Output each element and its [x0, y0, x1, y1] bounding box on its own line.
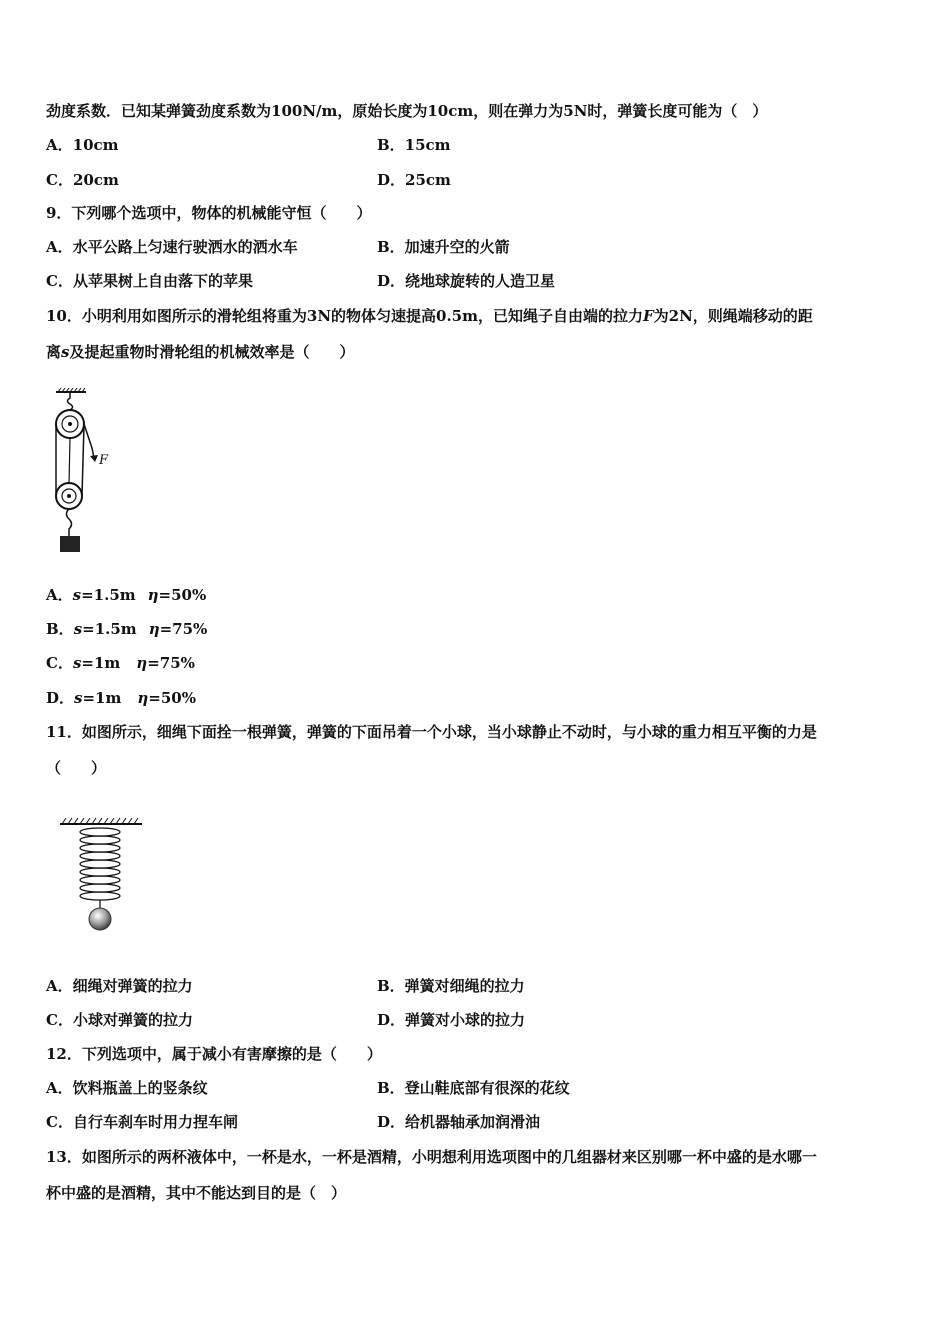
q10-stem-text: 10．小明利用如图所示的滑轮组将重为3N的物体匀速提高0.5m，已知绳子自由端的拉力 [46, 307, 643, 325]
q12-option-d: D．给机器轴承加润滑油 [377, 1113, 541, 1131]
q10-stem-line1 [46, 306, 813, 326]
s-value: =1.5m [82, 620, 137, 638]
q12-stem: 12．下列选项中，属于减小有害摩擦的是（ ） [46, 1045, 382, 1063]
q10-stem-text: 为2N，则绳端移动的距 [653, 307, 813, 325]
q10-option-c [46, 653, 195, 673]
weight-block [60, 536, 80, 552]
s-value: =1m [81, 654, 121, 672]
q9-stem: 9．下列哪个选项中，物体的机械能守恒（ ） [46, 204, 372, 222]
q8-option-d: D．25cm [377, 171, 451, 189]
option-letter: D． [46, 689, 75, 707]
q11-option-a: A．细绳对弹簧的拉力 [46, 977, 193, 995]
force-label: F [99, 453, 109, 468]
q10-force-variable: F [643, 307, 654, 325]
eta-value: =50% [158, 586, 207, 604]
q11-option-d: D．弹簧对小球的拉力 [377, 1011, 526, 1029]
q9-option-a: A．水平公路上匀速行驶洒水的洒水车 [46, 238, 298, 256]
q10-stem-text: 及提起重物时滑轮组的机械效率是（ ） [69, 343, 355, 361]
eta-value: =50% [148, 689, 196, 707]
q11-stem-line2: （ ） [46, 759, 107, 777]
q12-option-b: B．登山鞋底部有很深的花纹 [377, 1079, 570, 1097]
eta-variable: η [147, 586, 159, 604]
eta-variable: η [136, 654, 148, 672]
q10-option-d [46, 688, 196, 708]
s-variable: s [72, 654, 82, 672]
eta-variable: η [148, 620, 160, 638]
q8-option-a: A．10cm [46, 136, 119, 154]
s-value: =1m [82, 689, 122, 707]
s-value: =1.5m [81, 586, 136, 604]
q10-distance-variable: s [61, 343, 70, 361]
q13-stem-line1: 13．如图所示的两杯液体中，一杯是水，一杯是酒精，小明想利用选项图中的几组器材来区别哪一杯中盛的是水哪一 [46, 1148, 817, 1166]
q8-stem: 劲度系数．已知某弹簧劲度系数为100N/m，原始长度为10cm，则在弹力为5N时，弹簧长度可能为（ ） [46, 102, 768, 120]
pulley-system-figure [48, 388, 128, 560]
q9-option-c: C．从苹果树上自由落下的苹果 [46, 272, 253, 290]
q10-stem-line2 [46, 342, 354, 362]
option-letter: B． [46, 620, 74, 638]
q12-option-a: A．饮料瓶盖上的竖条纹 [46, 1079, 208, 1097]
q11-option-c: C．小球对弹簧的拉力 [46, 1011, 193, 1029]
s-variable: s [72, 586, 82, 604]
q10-option-b [46, 619, 207, 639]
s-variable: s [73, 620, 83, 638]
q10-stem-text: 离 [46, 343, 62, 361]
eta-variable: η [137, 689, 149, 707]
q9-option-b: B．加速升空的火箭 [377, 238, 510, 256]
q8-option-b: B．15cm [377, 136, 451, 154]
option-letter: A． [46, 586, 73, 604]
q12-option-c: C．自行车刹车时用力捏车闸 [46, 1113, 238, 1131]
q11-stem-line1: 11．如图所示，细绳下面拴一根弹簧，弹簧的下面吊着一个小球，当小球静止不动时，与小球的重力相互平衡的力是 [46, 723, 817, 741]
s-variable: s [74, 689, 83, 707]
q9-option-d: D．绕地球旋转的人造卫星 [377, 272, 556, 290]
spring-ball-figure [56, 814, 146, 934]
q13-stem-line2: 杯中盛的是酒精，其中不能达到目的是（ ） [46, 1184, 347, 1202]
eta-value: =75% [147, 654, 195, 672]
eta-value: =75% [159, 620, 208, 638]
q10-option-a [46, 585, 206, 605]
q11-option-b: B．弹簧对细绳的拉力 [377, 977, 525, 995]
q8-option-c: C．20cm [46, 171, 119, 189]
option-letter: C． [46, 654, 73, 672]
ball [89, 908, 111, 930]
